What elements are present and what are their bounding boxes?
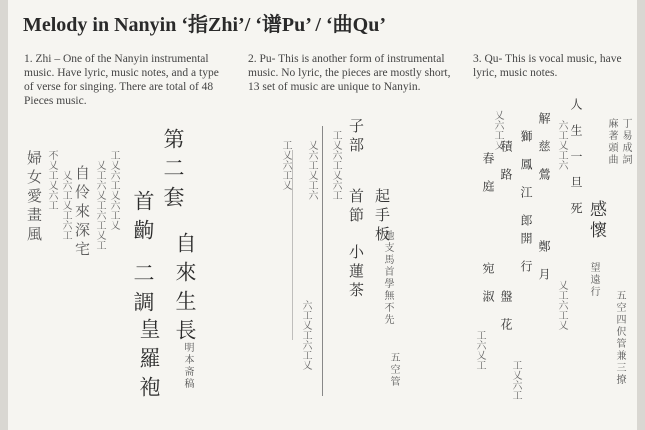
notation-column: 乂六工乂 xyxy=(492,110,503,150)
score-title: 自來生長 xyxy=(173,232,197,348)
lyric-column: 人生一旦死 xyxy=(569,98,583,228)
notation-column: 工乂六工乂六工 xyxy=(330,130,341,200)
page-title: Melody in Nanyin ‘指Zhi’/ ‘谱Pu’ / ‘曲Qu’ xyxy=(23,14,386,36)
score-mode-label: 二調 xyxy=(131,262,155,320)
lyric-column: 解慈鶯 xyxy=(537,112,551,196)
lyric-column: 宛淑 xyxy=(481,262,495,318)
score-piece-label: 小蓮茶 xyxy=(347,244,365,301)
score-tune-name: 皇羅袍 xyxy=(137,318,161,405)
notation-column: 工六乂工 xyxy=(474,330,485,370)
score-set-label: 第二套 xyxy=(161,128,185,215)
notation-column: 工乂六工乂 xyxy=(280,140,291,190)
notation-column: 乂工六工乂 xyxy=(556,280,567,330)
description-zhi: 1. Zhi – One of the Nanyin instrumental music. Have lyric, music notes, and a type of verse for singing. There are total of 48 Pieces music. xyxy=(24,53,219,107)
score-title: 感懷 xyxy=(586,200,606,242)
score-piece-label: 首齣 xyxy=(131,190,155,248)
score-tune-name: 望遠行 xyxy=(588,262,599,298)
notation-column: 六工乂工六 xyxy=(556,120,567,170)
lyric-column: 自伶來深宅 xyxy=(73,165,91,260)
score-title: 起手板 xyxy=(373,188,391,245)
lyric-column: 積路 xyxy=(499,140,513,196)
notation-column: 六工乂工六工乂 xyxy=(300,300,311,370)
lyric-column: 獅鳳江郎 xyxy=(519,130,533,242)
description-qu: 3. Qu- This is vocal music, have lyric, music notes. xyxy=(473,53,622,79)
notation-column: 乂工六乂工六工乂工 xyxy=(94,160,105,250)
score-composer: 麻著頭曲 xyxy=(606,118,617,166)
page xyxy=(8,0,637,430)
notation-column: 工乂六工 xyxy=(510,360,521,400)
score-tuning: 五空管 xyxy=(388,352,399,388)
lyric-column: 婦女愛畫風 xyxy=(25,150,43,245)
score-lyricist: 丁易成詞 xyxy=(620,118,631,166)
score-section-label: 子部 xyxy=(347,118,365,156)
notation-column: 不乂工乂六工 xyxy=(46,150,57,210)
description-pu: 2. Pu- This is another form of instrumental music. No lyric, the pieces are mostly short, 13 set of music are unique to Nanyin. xyxy=(248,53,451,93)
notation-column: 乂六工乂工六工 xyxy=(60,170,71,240)
lyric-column: 盤花 xyxy=(499,290,513,346)
score-source: 明本斋稿 xyxy=(182,342,193,390)
notation-column: 工乂六工乂六工乂 xyxy=(108,150,119,230)
score-annotation: 地支馬首學無不先 xyxy=(382,230,393,326)
score-part-label: 首節 xyxy=(347,188,365,226)
notation-column: 乂六工乂工六 xyxy=(306,140,317,200)
notation-rule-line xyxy=(322,126,323,396)
lyric-column: 鄭月 xyxy=(537,240,551,296)
lyric-column: 春庭 xyxy=(481,152,495,208)
score-mode: 五空四伬管兼三撩 xyxy=(614,290,625,386)
lyric-column: 開行 xyxy=(519,232,533,288)
